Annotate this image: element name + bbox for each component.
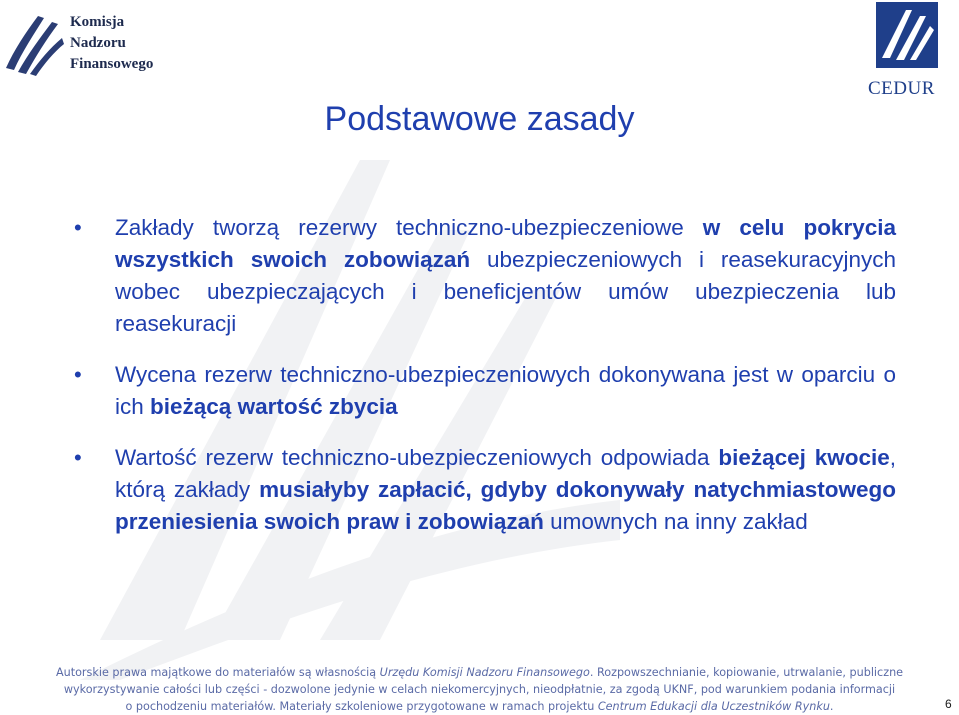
footer-text: Autorskie prawa majątkowe do materiałów są własnością [55,666,380,679]
bullet-text-segment: ubezpieczeniowych i reasekuracyjnych wobec ubezpieczających i beneficjentów umów ubezpieczenia lub reasekuracji [115,247,896,336]
bullet-text-segment: Wartość rezerw techniczno-ubezpieczeniowych odpowiada [115,445,719,470]
cedur-logo-mark [876,2,938,68]
bullet-text-bold: bieżącej kwocie [718,445,890,470]
knf-logo-line-3: Finansowego [70,56,154,72]
bullet-item [74,359,896,423]
bullet-text-segment: umownych na inny zakład [543,509,808,534]
bullet-text [115,445,896,534]
knf-logo [4,6,174,80]
copyright-footer [0,664,959,715]
footer-text: . Rozpowszechnianie, kopiowanie, utrwalanie, publiczne [589,666,904,679]
bullet-text-bold: w celu pokrycia wszystkich swoich zobowiązań [115,215,896,272]
knf-logo-line-2: Nadzoru [70,35,126,51]
footer-italic: Centrum Edukacji dla Uczestników Rynku [597,700,830,713]
bullet-text [115,362,896,419]
knf-logo-line-1: Komisja [70,14,125,30]
bullet-text-segment: Wycena rezerw techniczno-ubezpieczeniowych dokonywana jest w oparciu o ich [115,362,896,419]
footer-italic: Urzędu Komisji Nadzoru Finansowego [379,666,590,679]
bullet-item [74,212,896,340]
bullet-dot: • [74,362,82,387]
footer-text: o pochodzeniu materiałów. Materiały szkoleniowe przygotowane w ramach projektu [125,700,598,713]
page-number: 6 [945,697,952,711]
bullet-item [74,442,896,538]
bullet-list [74,212,896,557]
cedur-logo [868,2,952,98]
knf-logo-mark [4,10,66,76]
bullet-text-segment: Zakłady tworzą rezerwy techniczno-ubezpieczeniowe [115,215,703,240]
footer-line-3 [0,698,959,715]
bullet-text-bold: musiałyby zapłacić, gdyby dokonywały natychmiastowego przeniesienia swoich praw i zobowiązań [115,477,896,534]
bullet-text-segment: , którą zakłady [115,445,896,502]
bullet-text-bold: bieżącą wartość zbycia [150,394,398,419]
footer-line-2: wykorzystywanie całości lub części - dozwolone jedynie w celach niekomercyjnych, nieodpłatnie, za zgodą UKNF, pod warunkiem podania informacji [63,683,896,696]
footer-text: . [829,700,834,713]
bullet-dot: • [74,215,82,240]
bullet-text [115,215,896,336]
footer-line-1 [0,664,959,681]
cedur-logo-text: CEDUR [868,78,935,99]
bullet-dot: • [74,445,82,470]
slide-title: Podstawowe zasady [324,100,635,138]
